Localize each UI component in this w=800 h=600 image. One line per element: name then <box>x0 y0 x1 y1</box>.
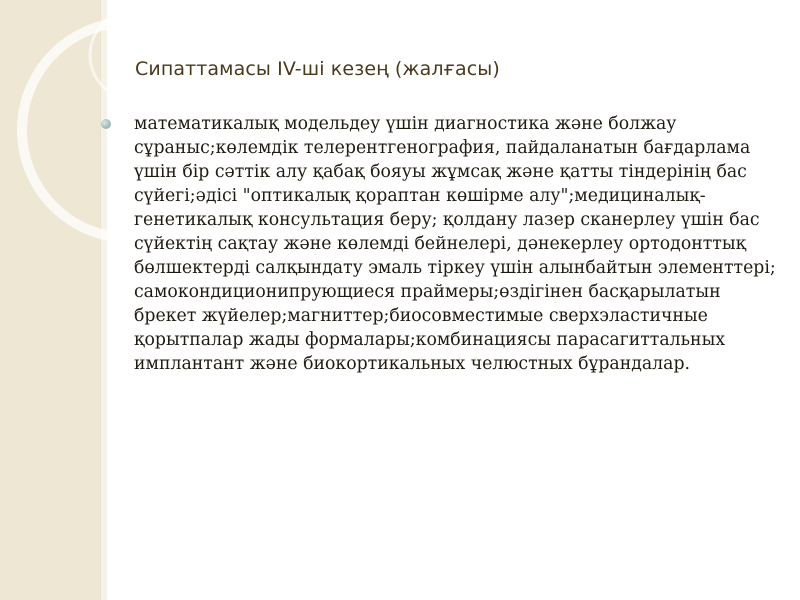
slide-title: Сипаттамасы IV-ші кезең (жалғасы) <box>135 58 500 80</box>
bullet-text: математикалық модельдеу үшін диагностика және болжау сұраныс;көлемдік телерентгенография, пайдаланатын бағдарлама үшін бір сәттік алу қабақ бояуы жұмсақ және қатты тіндерінің бас сүйегі;әдісі "оптикалық қораптан көшірме алу";медициналық-генетикалық консультация беру; қолдану лазер сканерлеу үшін бас сүйектің сақтау және көлемді бейнелері, дәнекерлеу ортодонттық бөлшектерді салқындату эмаль тіркеу үшін алынбайтын элементтері; самокондиционипрующиеся праймеры;өздігінен басқарылатын брекет жүйелер;магниттер;биосовместимые сверхэластичные қорытпалар жады формалары;комбинациясы парасагиттальных имплантант және биокортикальных челюстных бұрандалар. <box>134 114 776 374</box>
bullet-list <box>97 112 787 376</box>
left-decorative-band <box>0 0 100 600</box>
bullet-item <box>97 112 787 376</box>
bullet-dot-icon <box>101 119 111 129</box>
